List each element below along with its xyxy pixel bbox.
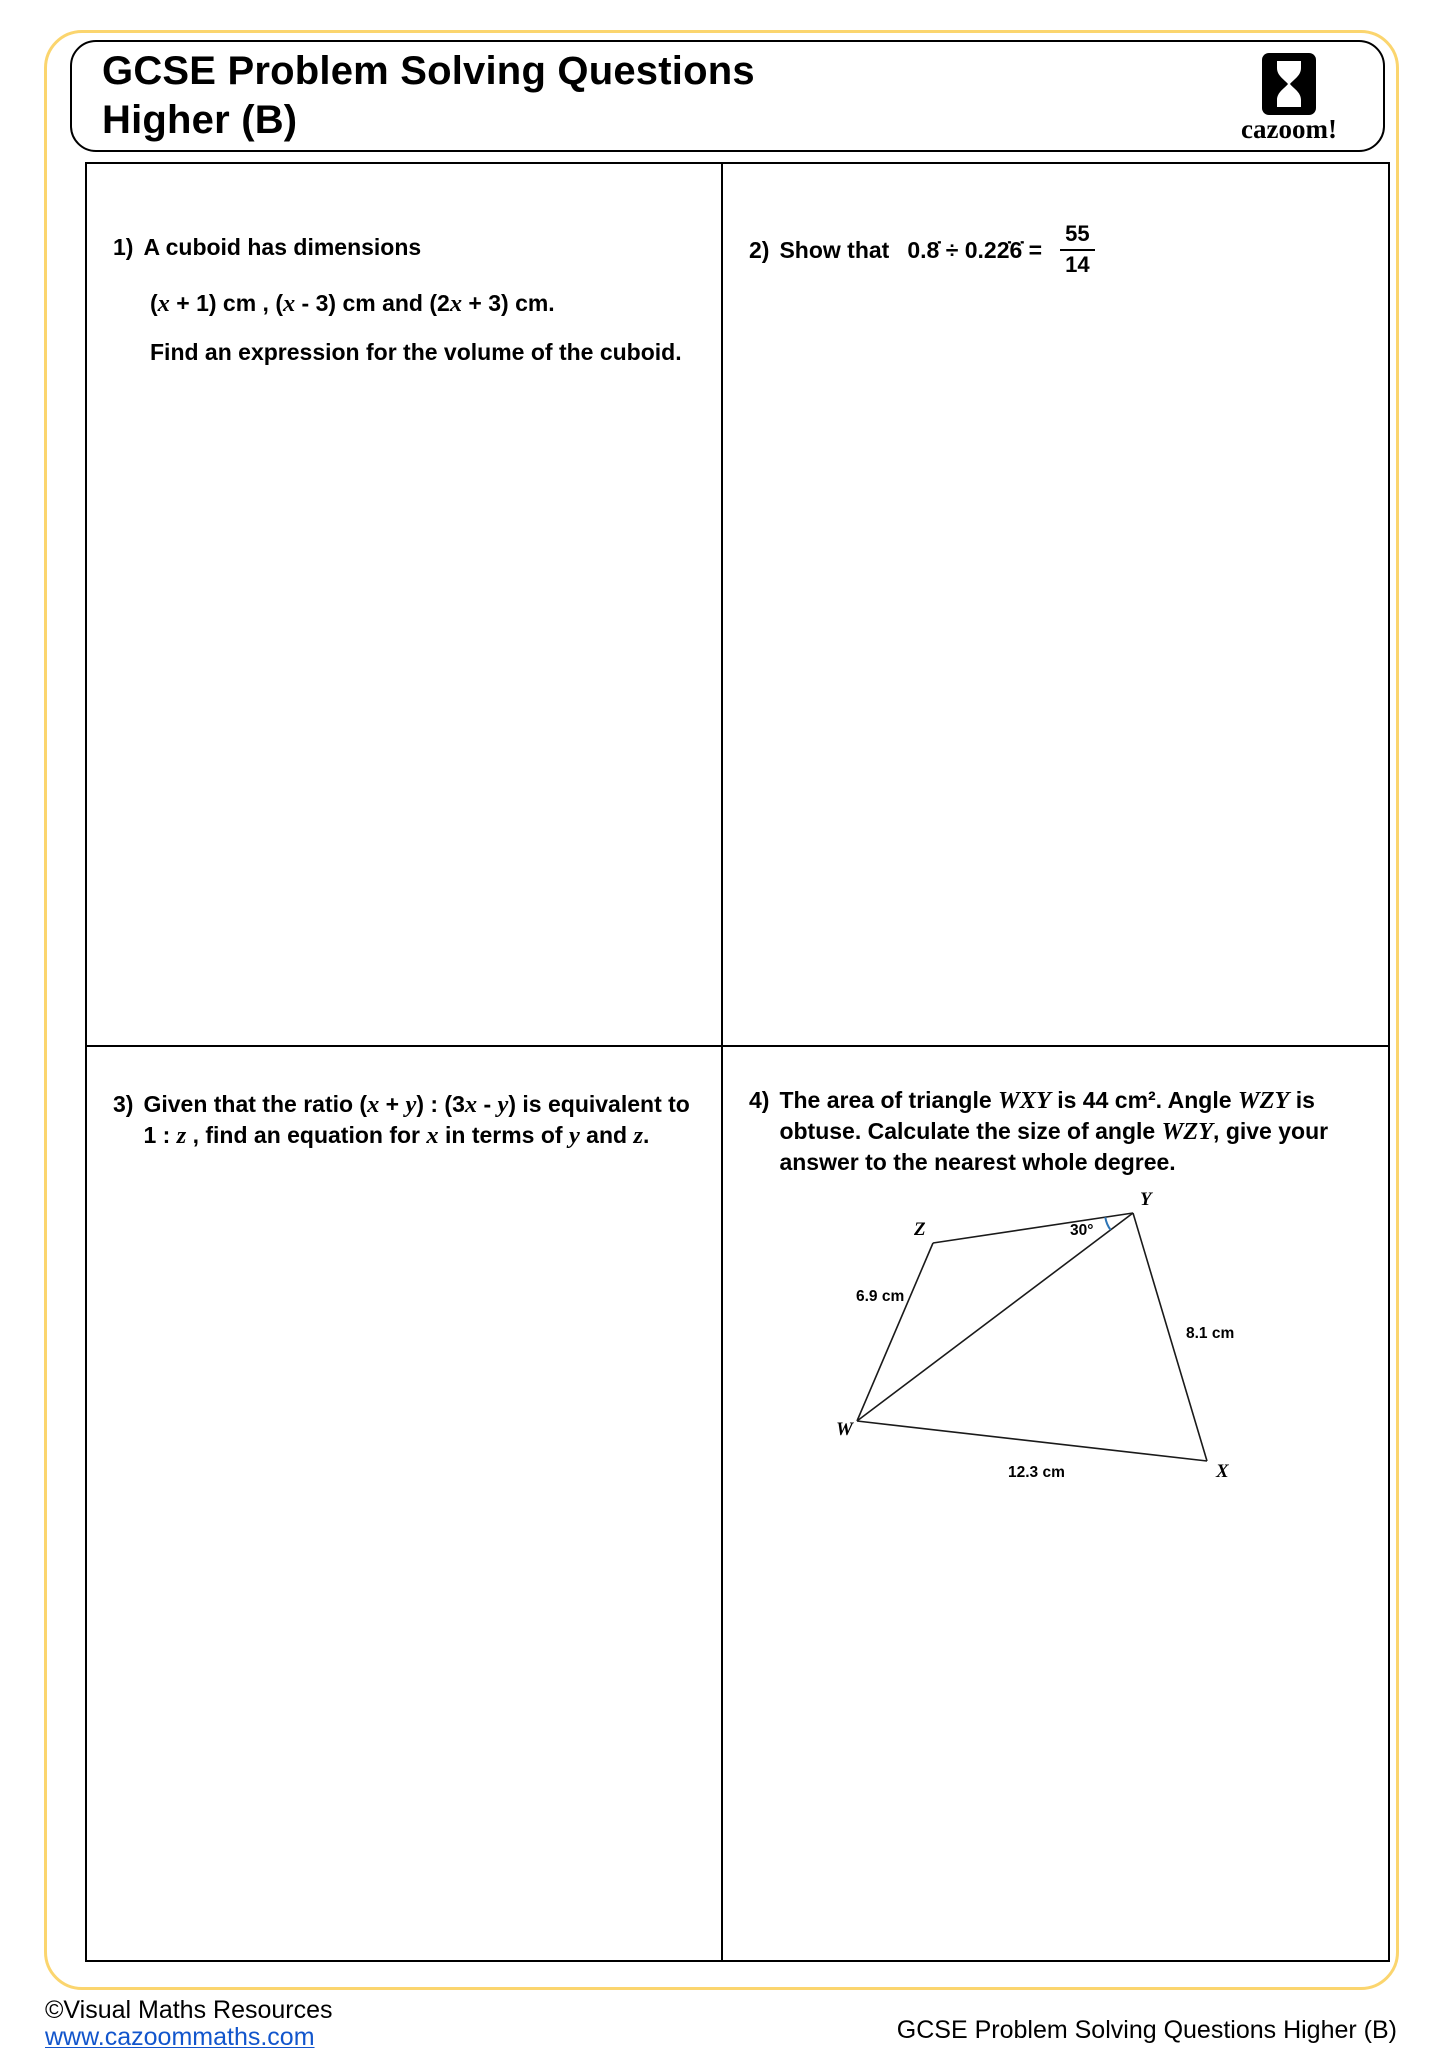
- question-1-task: Find an expression for the volume of the cuboid.: [150, 339, 682, 365]
- question-4: [723, 1047, 1388, 1960]
- cazoom-logo-text: cazoom!: [1241, 114, 1337, 144]
- edge-wy-diagonal: [857, 1213, 1133, 1421]
- cazoom-logo: [1241, 53, 1337, 143]
- footer-left: [45, 1997, 333, 2048]
- edge-wx: [857, 1421, 1207, 1461]
- edge-zy: [933, 1213, 1133, 1243]
- fraction: [1060, 222, 1094, 277]
- copyright-text: ©Visual Maths Resources: [45, 1996, 333, 2024]
- question-3: [87, 1047, 723, 1960]
- edge-zw: [857, 1243, 933, 1421]
- question-1: [87, 164, 723, 1047]
- cazoom-logo-icon: [1262, 53, 1316, 115]
- side-label-xy: 8.1 cm: [1186, 1325, 1235, 1342]
- website-link[interactable]: www.cazoommaths.com: [45, 2023, 315, 2048]
- question-2: [723, 164, 1388, 1047]
- angle-arc: [1105, 1217, 1110, 1230]
- vertex-label-y: Y: [1140, 1189, 1152, 1210]
- questions-grid: [85, 162, 1390, 1962]
- title-line2: Higher (B): [102, 98, 298, 142]
- question-1-text: A cuboid has dimensions: [143, 234, 422, 260]
- question-4-number: 4): [749, 1087, 770, 1113]
- question-3-text: Given that the ratio (x + y) : (3x - y) is equivalent to 1 : z , find an equation for x in terms of y and z.: [143, 1091, 690, 1149]
- question-3-number: 3): [113, 1091, 134, 1117]
- question-1-number: 1): [113, 234, 134, 260]
- fraction-denominator: 14: [1065, 251, 1090, 277]
- side-label-wx: 12.3 cm: [1008, 1464, 1065, 1481]
- question-2-number: 2): [749, 236, 770, 263]
- angle-label: 30°: [1070, 1222, 1094, 1239]
- header: [70, 40, 1385, 152]
- footer-document-title: GCSE Problem Solving Questions Higher (B): [896, 2016, 1397, 2044]
- vertex-label-w: W: [836, 1419, 853, 1440]
- triangle-diagram: [820, 1188, 1260, 1488]
- vertex-label-z: Z: [914, 1219, 926, 1240]
- worksheet-title: [102, 47, 755, 145]
- fraction-numerator: 55: [1060, 222, 1094, 251]
- recurring-decimal-expression: 0.8̇ ÷ 0.22̇6̇ =: [907, 236, 1043, 263]
- question-4-text: The area of triangle WXY is 44 cm². Angle WZY is obtuse. Calculate the size of angle WZY, give your answer to the nearest whole degree.: [779, 1087, 1329, 1175]
- side-label-zw: 6.9 cm: [856, 1288, 905, 1305]
- question-1-dimensions: (x + 1) cm , (x - 3) cm and (2x + 3) cm.: [150, 290, 555, 317]
- question-2-text: Show that: [779, 236, 890, 263]
- vertex-label-x: X: [1216, 1461, 1229, 1482]
- title-line1: GCSE Problem Solving Questions: [102, 49, 755, 93]
